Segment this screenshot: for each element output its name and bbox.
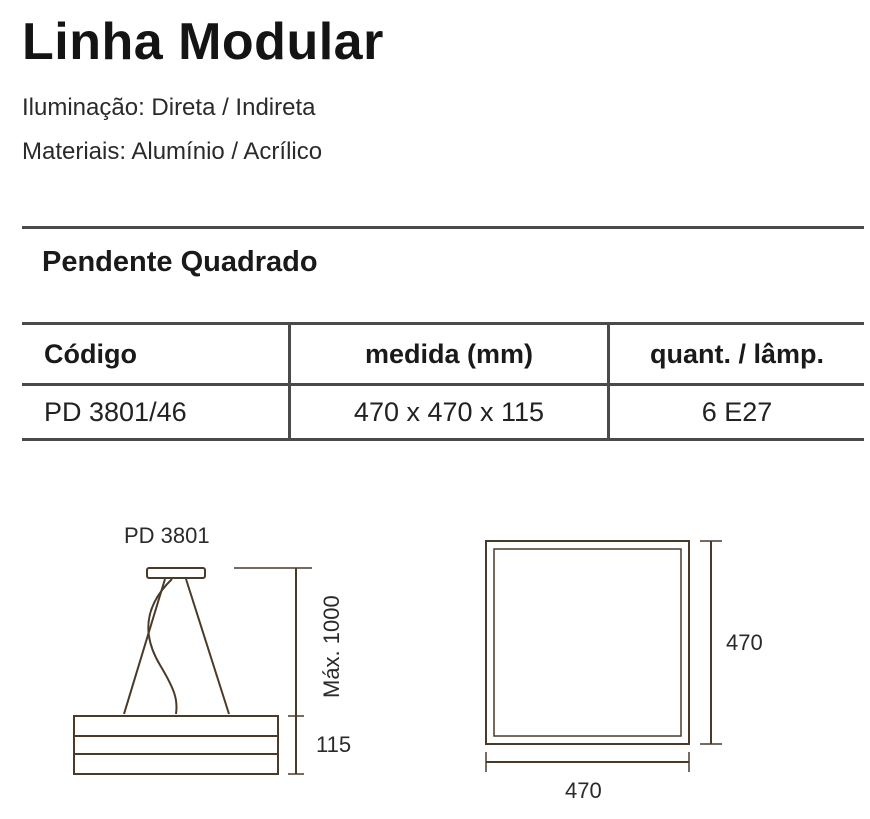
top-height-label: 470	[726, 630, 763, 655]
section-title: Pendente Quadrado	[42, 246, 318, 278]
section-divider	[22, 226, 864, 229]
spec-table	[22, 322, 864, 441]
luminaire-body	[74, 716, 278, 774]
side-view-label: PD 3801	[124, 523, 210, 548]
inner-frame	[494, 549, 681, 736]
technical-drawing	[0, 500, 870, 819]
header-dimensions: medida (mm)	[290, 324, 609, 385]
top-width-label: 470	[565, 778, 602, 803]
cell-lamps: 6 E27	[609, 385, 865, 440]
top-view	[486, 541, 763, 803]
illumination-spec: Iluminação: Direta / Indireta	[22, 94, 316, 121]
materials-spec: Materiais: Alumínio / Acrílico	[22, 138, 323, 165]
max-height-label: Máx. 1000	[319, 595, 344, 698]
cable-right	[186, 579, 229, 714]
canopy-shape	[147, 568, 205, 578]
cell-code: PD 3801/46	[22, 385, 290, 440]
cable-left	[124, 579, 165, 714]
table-header-row	[22, 324, 864, 385]
power-cord	[148, 579, 176, 714]
header-lamps: quant. / lâmp.	[609, 324, 865, 385]
side-view	[74, 523, 351, 774]
outer-frame	[486, 541, 689, 744]
body-height-label: 115	[316, 732, 352, 757]
page-title: Linha Modular	[22, 13, 384, 71]
table-row	[22, 385, 864, 440]
header-code: Código	[22, 324, 290, 385]
cell-dimensions: 470 x 470 x 115	[290, 385, 609, 440]
